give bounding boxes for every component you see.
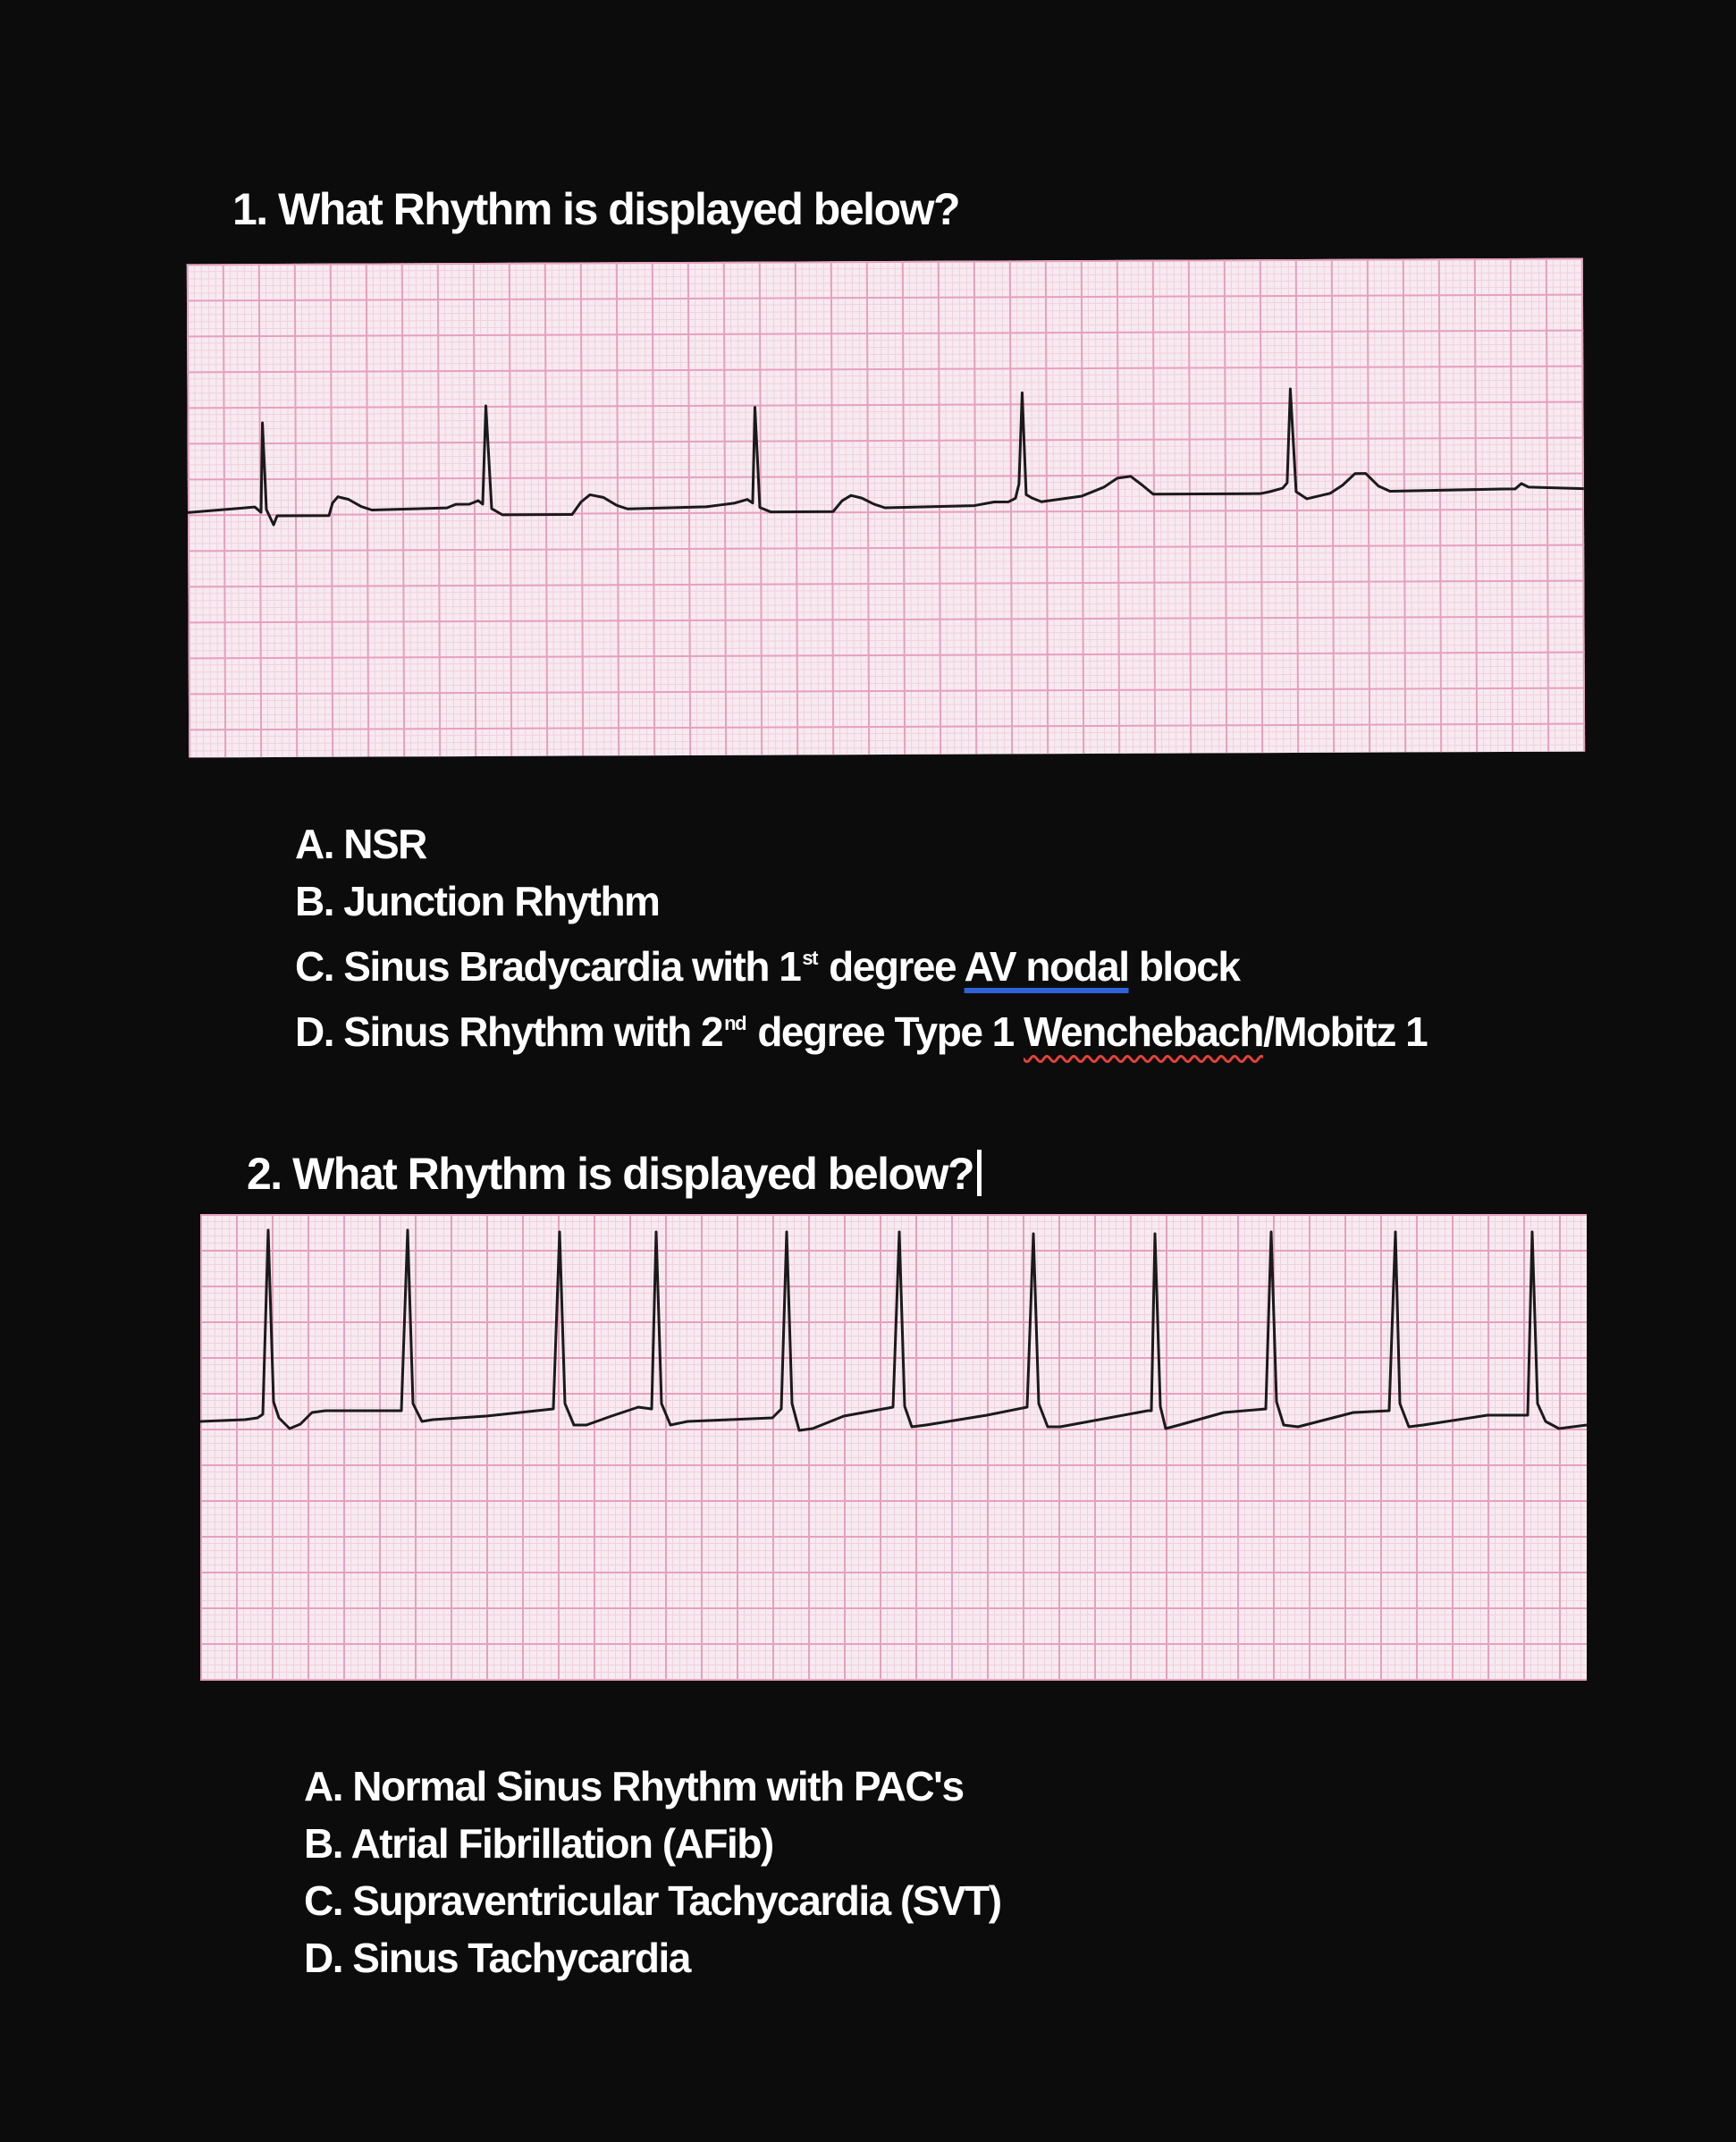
ecg-strip-1 xyxy=(187,258,1585,758)
question-2-options xyxy=(304,1758,1001,1986)
q1-option-d[interactable]: D. Sinus Rhythm with 2nd degree Type 1 Wenchebach/Mobitz 1 xyxy=(295,1008,1428,1055)
question-1-title: 1. What Rhythm is displayed below? xyxy=(232,184,960,234)
question-1-options xyxy=(295,815,1427,1060)
question-2-title: 2. What Rhythm is displayed below? xyxy=(247,1148,982,1200)
spelling-underline: Wenchebach xyxy=(1024,1008,1263,1055)
q1-option-c[interactable]: C. Sinus Bradycardia with 1st degree AV nodal block xyxy=(295,943,1240,990)
ecg-trace-1 xyxy=(187,258,1585,758)
q2-option-a[interactable]: A. Normal Sinus Rhythm with PAC's xyxy=(304,1763,964,1809)
ecg-trace-2 xyxy=(200,1214,1587,1681)
q2-option-b[interactable]: B. Atrial Fibrillation (AFib) xyxy=(304,1820,773,1867)
q2-option-d[interactable]: D. Sinus Tachycardia xyxy=(304,1935,690,1981)
q1-option-b[interactable]: B. Junction Rhythm xyxy=(295,878,660,924)
ecg-strip-2 xyxy=(200,1214,1587,1681)
text-cursor xyxy=(977,1150,982,1196)
q2-option-c[interactable]: C. Supraventricular Tachycardia (SVT) xyxy=(304,1877,1001,1924)
grammar-underline: AV nodal xyxy=(964,943,1129,990)
q1-option-a[interactable]: A. NSR xyxy=(295,821,426,867)
